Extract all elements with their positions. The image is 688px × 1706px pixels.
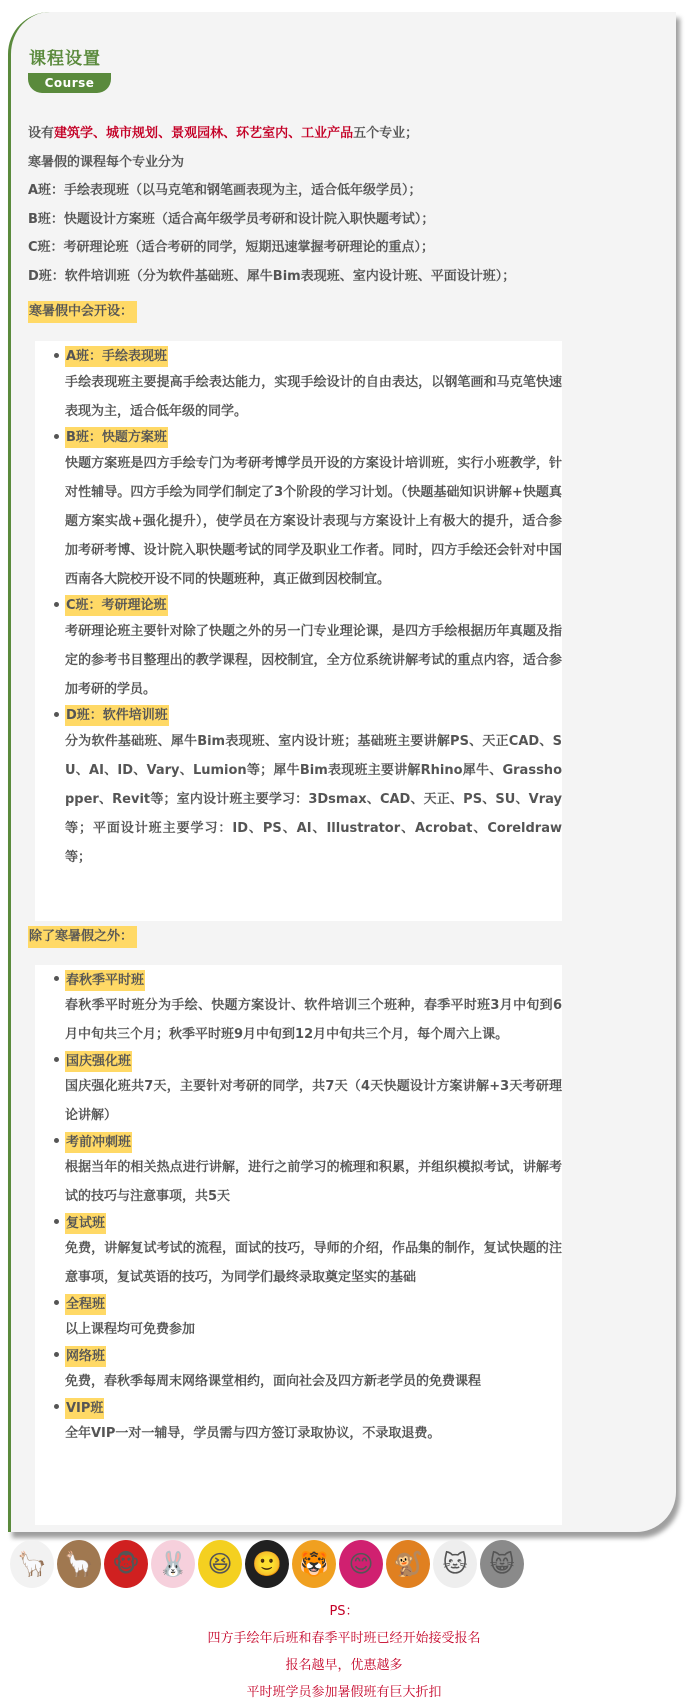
class-description: 以上课程均可免费参加 xyxy=(65,1322,196,1337)
list-item xyxy=(65,1344,562,1396)
class-title: 国庆强化班 xyxy=(65,1051,132,1072)
list-item xyxy=(65,426,562,594)
yellow-hood-kid-icon: 😆 xyxy=(198,1540,242,1588)
list-item xyxy=(65,704,562,872)
major-name: 城市规划 xyxy=(106,126,159,141)
emoticon-strip xyxy=(10,1540,570,1592)
orange-tiger-icon: 🐯 xyxy=(292,1540,336,1588)
class-title: 春秋季平时班 xyxy=(65,970,145,991)
class-title: B班：快题方案班 xyxy=(65,427,168,448)
bullet-icon xyxy=(54,1352,59,1357)
red-monkey-icon: 🐵 xyxy=(104,1540,148,1588)
grey-cat-icon: 😸 xyxy=(480,1540,524,1588)
class-description: 快题方案班是四方手绘专门为考研考博学员开设的方案设计培训班，实行小班教学，针对性辅导。四方手绘为同学们制定了3个阶段的学习计划。（快题基础知识讲解+快题真题方案实战+强化提升），使学员在方案设计表现与方案设计上有极大的提升，适合参加考研考博、设计院入职快题考试的同学及职业工作者。同时，四方手绘还会针对中国西南各大院校开设不同的快题班种，真正做到因校制宜。 xyxy=(65,456,562,587)
class-title: 网络班 xyxy=(65,1346,106,1367)
class-title: 复试班 xyxy=(65,1213,106,1234)
class-title: 全程班 xyxy=(65,1294,106,1315)
course-badge: Course xyxy=(28,73,111,93)
list-item xyxy=(65,1130,562,1211)
bullet-icon xyxy=(54,1300,59,1305)
class-description: 春秋季平时班分为手绘、快题方案设计、软件培训三个班种，春季平时班3月中旬到6月中旬共三个月；秋季平时班9月中旬到12月中旬共三个月，每个周六上课。 xyxy=(65,998,562,1042)
pink-rabbit-icon: 🐰 xyxy=(151,1540,195,1588)
class-line: B班：快题设计方案班（适合高年级学员考研和设计院入职快题考试）； xyxy=(28,211,435,227)
class-description: 手绘表现班主要提高手绘表达能力，实现手绘设计的自由表达，以钢笔画和马克笔快速表现为主，适合低年级的同学。 xyxy=(65,375,562,419)
winter-classes-box xyxy=(35,341,562,921)
class-line: D班：软件培训班（分为软件基础班、犀牛Bim表现班、室内设计班、平面设计班）； xyxy=(28,268,516,284)
list-item xyxy=(65,1211,562,1292)
winter-heading: 寒暑假中会开设： xyxy=(28,301,137,323)
ps-line: 四方手绘年后班和春季平时班已经开始接受报名 xyxy=(207,1631,481,1646)
major-name: 景观园林 xyxy=(171,126,224,141)
black-hair-girl-icon: 🙂 xyxy=(245,1540,289,1588)
brown-alpaca-icon: 🦙 xyxy=(57,1540,101,1588)
course-card xyxy=(8,12,676,1532)
ps-note xyxy=(0,1598,688,1706)
bullet-icon xyxy=(54,1219,59,1224)
class-title: VIP班 xyxy=(65,1398,104,1419)
class-title: A班：手绘表现班 xyxy=(65,346,168,367)
class-title: D班：软件培训班 xyxy=(65,705,169,726)
class-line: A班：手绘表现班（以马克笔和钢笔画表现为主，适合低年级学员）； xyxy=(28,183,422,198)
white-cat-icon: 🐱 xyxy=(433,1540,477,1588)
list-item xyxy=(65,968,562,1049)
class-title: 考前冲刺班 xyxy=(65,1132,132,1153)
bullet-icon xyxy=(54,1404,59,1409)
ps-line: 平时班学员参加暑假班有巨大折扣 xyxy=(246,1685,442,1700)
majors-line: 设有建筑学、城市规划、景观园林、环艺室内、工业产品五个专业； xyxy=(28,126,419,141)
bullet-icon xyxy=(54,602,59,607)
major-name: 工业产品 xyxy=(301,126,354,141)
list-item xyxy=(65,1292,562,1344)
intro-text xyxy=(28,120,668,291)
class-line: C班：考研理论班（适合考研的同学，短期迅速掌握考研理论的重点）； xyxy=(28,240,435,255)
class-description: 根据当年的相关热点进行讲解，进行之前学习的梳理和积累，并组织模拟考试，讲解考试的技巧与注意事项，共5天 xyxy=(65,1160,562,1204)
white-alpaca-icon: 🦙 xyxy=(10,1540,54,1588)
orange-monkey-icon: 🐒 xyxy=(386,1540,430,1588)
class-title: C班：考研理论班 xyxy=(65,595,168,616)
bullet-icon xyxy=(54,976,59,981)
ps-label: PS： xyxy=(329,1604,359,1619)
class-description: 免费，春秋季每周末网络课堂相约，面向社会及四方新老学员的免费课程 xyxy=(65,1374,482,1389)
class-description: 分为软件基础班、犀牛Bim表现班、室内设计班；基础班主要讲解PS、天正CAD、SU、AI、ID、Vary、Lumion等；犀牛Bim表现班主要讲解Rhino犀牛、Grasshopper、Revit等；室内设计班主要学习：3Dsmax、CAD、天正、PS、SU、Vray等；平面设计班主要学习：ID、PS、AI、Illustrator、Acrobat、Coreldraw等； xyxy=(65,734,562,865)
classes-intro-line: 寒暑假的课程每个专业分为 xyxy=(28,154,185,170)
bullet-icon xyxy=(54,1138,59,1143)
bullet-icon xyxy=(54,353,59,358)
bullet-icon xyxy=(54,712,59,717)
major-name: 环艺室内 xyxy=(236,126,289,141)
bullet-icon xyxy=(54,434,59,439)
class-description: 国庆强化班共7天，主要针对考研的同学，共7天（4天快题设计方案讲解+3天考研理论讲解） xyxy=(65,1079,562,1123)
major-name: 建筑学 xyxy=(54,126,94,141)
winter-class-list xyxy=(65,341,562,872)
pink-hair-girl-icon: 😊 xyxy=(339,1540,383,1588)
list-item xyxy=(65,345,562,426)
list-item xyxy=(65,1049,562,1130)
bullet-icon xyxy=(54,1057,59,1062)
section-title: 课程设置 xyxy=(29,49,101,69)
class-description: 全年VIP一对一辅导，学员需与四方签订录取协议，不录取退费。 xyxy=(65,1426,441,1441)
other-classes-box xyxy=(35,965,562,1525)
other-heading: 除了寒暑假之外： xyxy=(28,926,137,948)
list-item xyxy=(65,594,562,704)
ps-line: 报名越早，优惠越多 xyxy=(285,1658,403,1673)
list-item xyxy=(65,1396,562,1448)
class-description: 考研理论班主要针对除了快题之外的另一门专业理论课，是四方手绘根据历年真题及指定的参考书目整理出的教学课程，因校制宜，全方位系统讲解考试的重点内容，适合参加考研的学员。 xyxy=(65,624,562,697)
other-class-list xyxy=(65,965,562,1448)
class-description: 免费，讲解复试考试的流程，面试的技巧，导师的介绍，作品集的制作，复试快题的注意事项，复试英语的技巧，为同学们最终录取奠定坚实的基础 xyxy=(65,1241,562,1285)
